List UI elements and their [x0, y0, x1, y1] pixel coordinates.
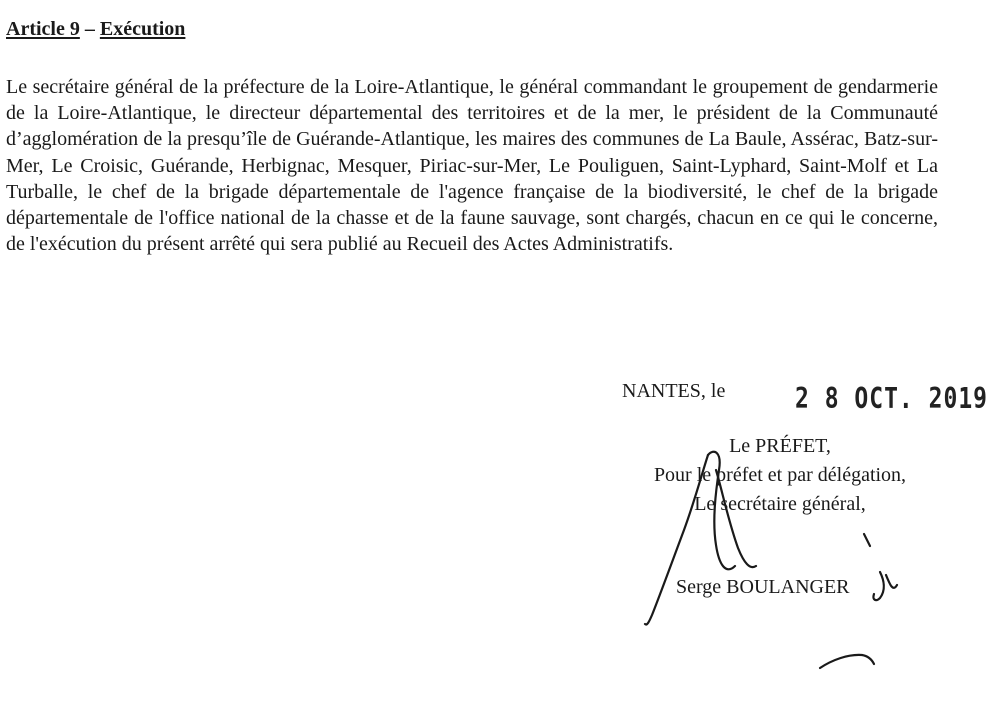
- date-stamp: 2 8 OCT. 2019: [795, 383, 988, 416]
- signatory-delegation: Pour le préfet et par délégation,: [653, 464, 907, 486]
- article-body-paragraph: Le secrétaire général de la préfecture de la Loire-Atlantique, le général commandant le groupement de gendarmerie de la Loire-Atlantique, le directeur départemental des territoires et de la mer, le président de la Communauté d’agglomération de la presqu’île de Guérande-Atlantique, les maires des communes de La Baule, Assérac, Batz-sur-Mer, Le Croisic, Guérande, Herbignac, Mesquer, Piriac-sur-Mer, Le Pouliguen, Saint-Lyphard, Saint-Molf et La Turballe, le chef de la brigade départementale de l'agence française de la biodiversité, le chef de la brigade départementale de l'office national de la chasse et de la faune sauvage, sont chargés, chacun en ce qui le concerne, de l'exécution du présent arrêté qui sera publié au Recueil des Actes Administratifs.: [6, 76, 938, 256]
- signatory-role: Le PRÉFET,: [729, 435, 831, 457]
- article-number: Article 9: [6, 18, 80, 40]
- signatory-block: [610, 432, 950, 519]
- signatory-title: Le secrétaire général,: [694, 493, 866, 515]
- signature-place: NANTES, le: [622, 380, 726, 402]
- heading-dash: –: [79, 18, 100, 40]
- signatory-name: Serge BOULANGER: [676, 576, 850, 598]
- article-title: Exécution: [99, 18, 186, 40]
- article-heading: [6, 18, 185, 41]
